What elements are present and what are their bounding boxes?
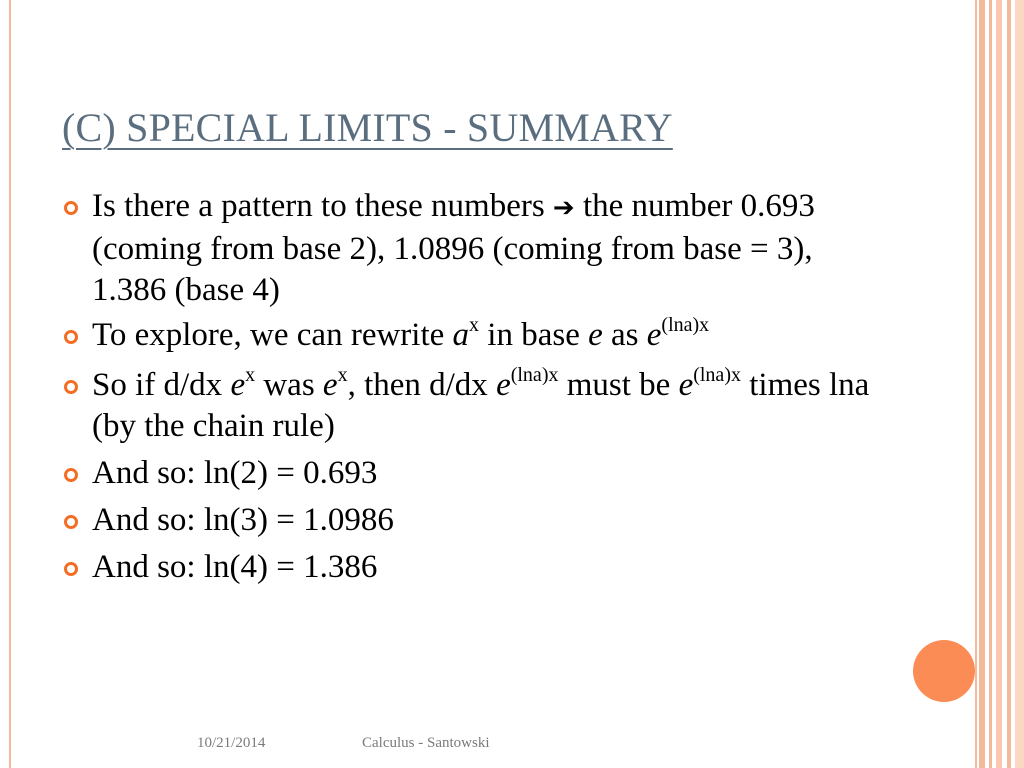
- bullet-text: And so: ln(3) = 1.0986: [92, 502, 394, 538]
- bullet-text: To explore, we can rewrite: [92, 317, 453, 353]
- stripe: [996, 0, 1002, 768]
- math-exponent: x: [469, 314, 480, 336]
- bullet-item-pattern: [62, 186, 892, 311]
- bullet-list: [62, 186, 892, 588]
- bullet-marker-icon: [64, 380, 78, 394]
- bullet-text: So if d/dx: [92, 367, 231, 403]
- math-exponent: (lna)x: [510, 364, 559, 386]
- bullet-text: Is there a pattern to these numbers: [92, 188, 553, 224]
- bullet-text: as: [602, 317, 647, 353]
- math-variable: a: [452, 317, 470, 353]
- bullet-text: was: [255, 367, 323, 403]
- slide-title: (C) SPECIAL LIMITS - SUMMARY: [62, 105, 673, 150]
- bullet-marker-icon: [64, 330, 78, 344]
- bullet-marker-icon: [64, 562, 78, 576]
- bullet-text: in base: [479, 317, 589, 353]
- footer-date: 10/21/2014: [197, 735, 266, 751]
- bullet-item-ln3: [62, 500, 892, 541]
- bullet-marker-icon: [64, 468, 78, 482]
- footer-course: Calculus - Santowski: [362, 735, 490, 751]
- decorative-stripes: [979, 0, 1024, 768]
- stripe: [1015, 0, 1024, 768]
- bullet-marker-icon: [64, 515, 78, 529]
- bullet-item-ln2: [62, 453, 892, 494]
- math-variable: e: [678, 367, 694, 403]
- stripe: [989, 0, 992, 768]
- math-variable: e: [646, 317, 662, 353]
- math-exponent: (lna)x: [693, 364, 741, 386]
- bullet-text: , then d/dx: [347, 367, 497, 403]
- math-exponent: x: [337, 364, 348, 386]
- math-variable: e: [322, 367, 338, 403]
- bullet-text: times lna (by the chain rule): [92, 367, 870, 444]
- math-variable: e: [230, 367, 246, 403]
- math-exponent: (lna)x: [661, 314, 710, 336]
- right-arrow-icon: ➔: [552, 193, 575, 223]
- decorative-circle: [913, 640, 975, 702]
- stripe: [1007, 0, 1011, 768]
- bullet-item-ln4: [62, 547, 892, 588]
- math-variable: e: [496, 367, 511, 403]
- stripe: [979, 0, 985, 768]
- bullet-text: And so: ln(2) = 0.693: [92, 455, 378, 491]
- bullet-text: must be: [558, 367, 679, 403]
- math-variable: e: [588, 317, 603, 353]
- bullet-marker-icon: [64, 201, 78, 215]
- math-exponent: x: [245, 364, 256, 386]
- bullet-item-explore: [62, 315, 892, 355]
- bullet-text: And so: ln(4) = 1.386: [92, 549, 378, 585]
- bullet-text: the number 0.693 (coming from base 2), 1.0896 (coming from base = 3), 1.386 (base 4): [92, 188, 815, 308]
- bullet-item-chain-rule: [62, 365, 892, 447]
